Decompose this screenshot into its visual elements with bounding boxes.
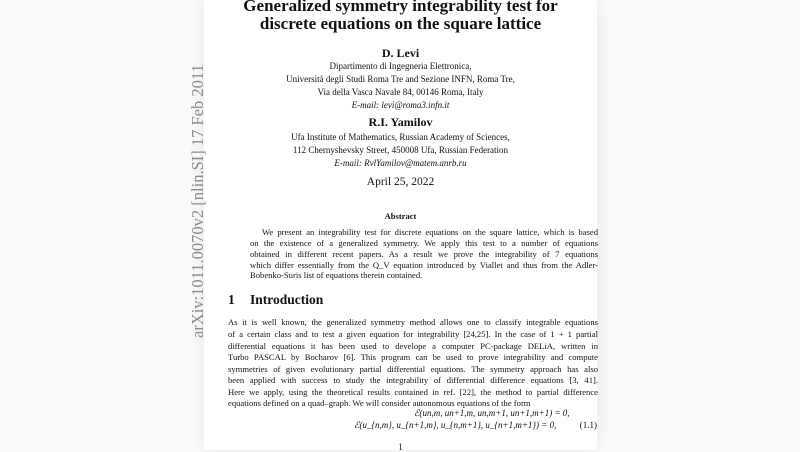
author-email: E-mail: levi@roma3.infn.it [351,100,450,110]
body-line: As it is well known, the generalized symmetry method allows one to classify integrable equations [228,317,598,327]
author-affiliation: Università degli Studi Roma Tre and Sezione INFN, Roma Tre, [286,74,515,84]
paper-title-line-2: discrete equations on the square lattice [259,14,542,33]
section-title: Introduction [250,292,324,307]
paper-date: April 25, 2022 [366,176,435,188]
section-number: 1 [228,292,235,307]
arxiv-stamp: arXiv:1011.0070v2 [nlin.SI] 17 Feb 2011 [188,64,207,338]
author-affiliation: Dipartimento di Ingegneria Elettronica, [329,61,472,71]
abstract-line: which differ essentially from the Q_V equation introduced by Viallet and thus from the Adler- [250,260,598,270]
author-name: D. Levi [381,46,420,60]
author-affiliation: 112 Chernyshevsky Street, 450008 Ufa, Russian Federation [292,145,509,155]
paper-title-line-1: Generalized symmetry integrability test for [243,0,558,15]
author-email: E-mail: RvlYamilov@matem.anrb.ru [334,158,467,168]
equation-number: (1.1) [579,420,597,430]
body-line: symmetries of given evolutionary partial differential equations. The symmetry approach has also [228,364,598,374]
author-name: R.I. Yamilov [368,115,433,129]
author-affiliation: Via della Vasca Navale 84, 00146 Roma, Italy [317,87,484,97]
equation: ℰ(u_{n,m}, u_{n+1,m}, u_{n,m+1}, u_{n+1,m+1}) = 0, [354,420,557,430]
abstract-line: obtained in different recent papers. As a result we prove the integrability of 7 equations [250,249,598,259]
body-line: Here we apply, using the theoretical results contained in ref. [22], the method to partial difference [228,387,598,397]
body-line: Turbo PASCAL by Bocharov [6]. This program can be used to prove integrability and compute [228,352,598,362]
body-line: equations defined on a quad–graph. We will consider autonomous equations of the form [228,398,531,408]
section-heading [228,292,323,308]
page-number: 1 [398,442,403,452]
body-line: been applied with success to study the integrability of differential difference equations [3, 41]. [228,375,598,385]
body-line: differential equations it has been used to develope a computer PC-package DELiA, written in [228,341,598,351]
abstract-line: We present an integrability test for discrete equations on the square lattice, which is based [262,227,598,237]
abstract-heading: Abstract [384,211,417,221]
body-line: of a certain class and to test a given equation for integrability [24,25]. In the case of 1 + 1 partial [228,329,598,339]
abstract-line: Bobenko-Suris list of equations therein contained. [250,270,423,280]
paper-page [188,0,598,452]
equation-display: ℰ(un,m, un+1,m, un,m+1, un+1,m+1) = 0, [414,408,570,418]
abstract-line: on the existence of a generalized symmetry. We apply this test to a number of equations [250,238,598,248]
author-affiliation: Ufa Institute of Mathematics, Russian Academy of Sciences, [291,132,510,142]
